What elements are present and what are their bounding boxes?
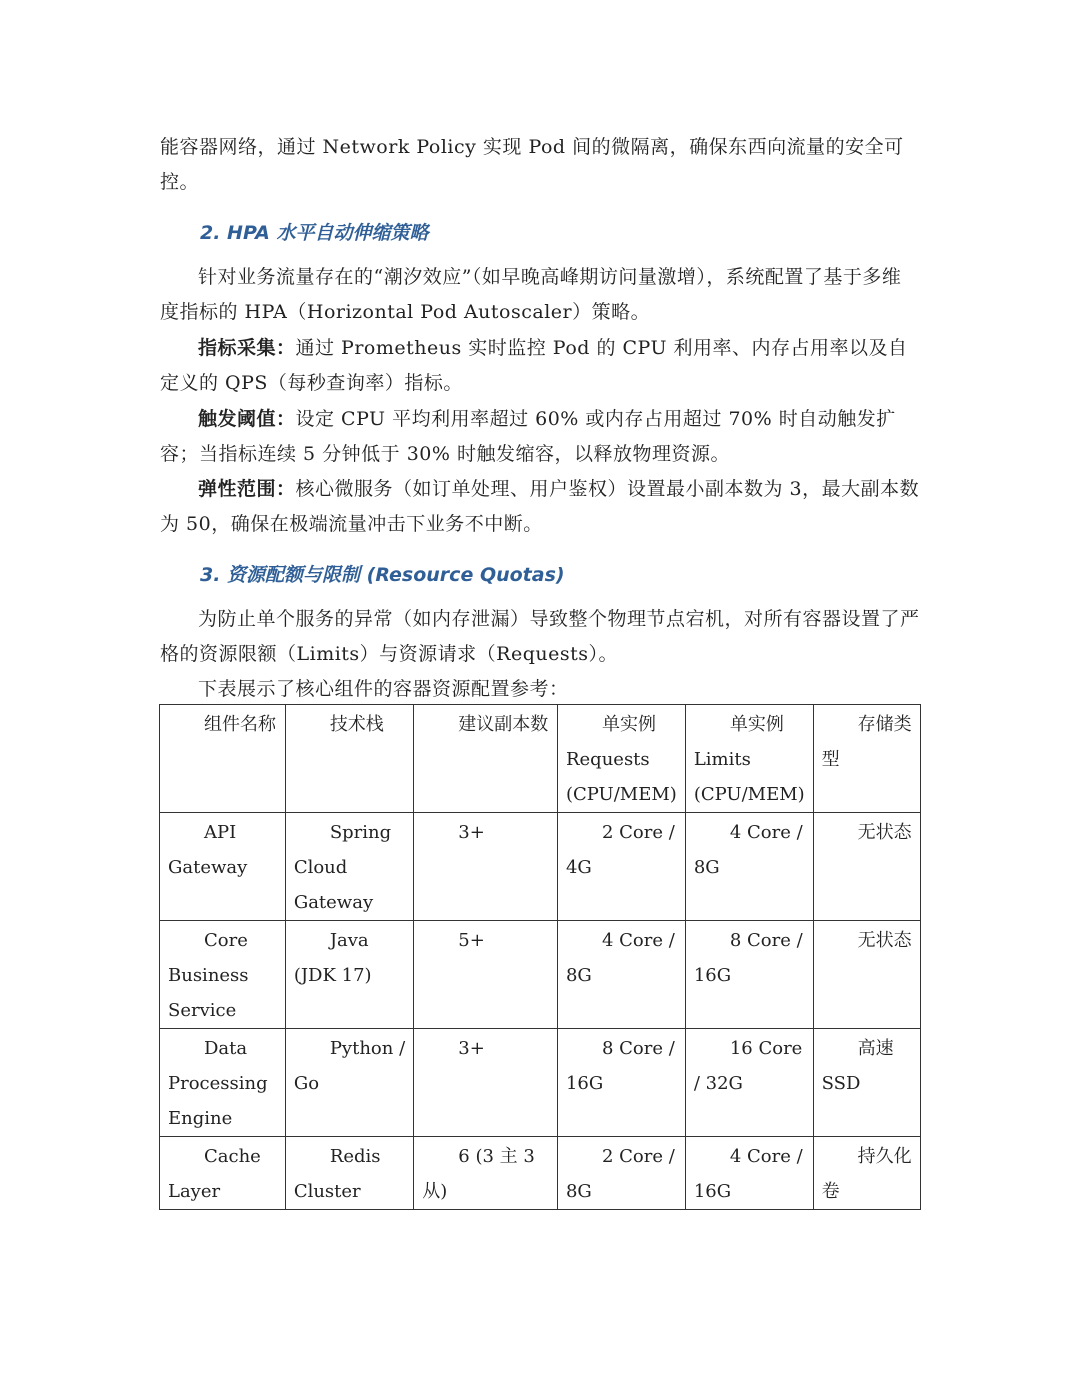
table-cell: Python / Go <box>285 1029 413 1137</box>
section-2-heading: 2. HPA 水平自动伸缩策略 <box>200 222 429 244</box>
table-cell: 持久化卷 <box>813 1137 920 1210</box>
table-row <box>160 813 921 921</box>
table-cell: 3+ <box>414 813 558 921</box>
table-cell: Data Processing Engine <box>160 1029 286 1137</box>
table-cell: 无状态 <box>813 921 920 1029</box>
table-cell: 5+ <box>414 921 558 1029</box>
item-text: 核心微服务（如订单处理、用户鉴权）设置最小副本数为 3，最大副本数为 50，确保在极端流量冲击下业务不中断。 <box>160 478 920 535</box>
table-row <box>160 1029 921 1137</box>
table-cell: 2 Core / 8G <box>557 1137 685 1210</box>
header-cell: 组件名称 <box>160 705 286 813</box>
trigger-threshold-item <box>160 402 920 472</box>
table-cell: 4 Core / 16G <box>685 1137 813 1210</box>
table-cell: Spring Cloud Gateway <box>285 813 413 921</box>
intro-paragraph: 能容器网络，通过 Network Policy 实现 Pod 间的微隔离，确保东西向流量的安全可控。 <box>160 136 904 193</box>
table-cell: 3+ <box>414 1029 558 1137</box>
table-cell: 4 Core / 8G <box>557 921 685 1029</box>
item-label: 指标采集： <box>198 337 296 359</box>
table-cell: 无状态 <box>813 813 920 921</box>
section-2-paragraph: 针对业务流量存在的“潮汐效应”（如早晚高峰期访问量激增），系统配置了基于多维度指标的 HPA（Horizontal Pod Autoscaler）策略。 <box>160 266 902 323</box>
table-cell: 6 (3 主 3 从) <box>414 1137 558 1210</box>
table-cell: Redis Cluster <box>285 1137 413 1210</box>
table-row <box>160 1137 921 1210</box>
resource-config-table <box>159 704 921 1210</box>
table-cell: Java (JDK 17) <box>285 921 413 1029</box>
table-intro: 下表展示了核心组件的容器资源配置参考： <box>198 678 569 700</box>
item-text: 设定 CPU 平均利用率超过 60% 或内存占用超过 70% 时自动触发扩容；当指标连续 5 分钟低于 30% 时触发缩容，以释放物理资源。 <box>160 408 896 465</box>
header-cell: 建议副本数 <box>414 705 558 813</box>
table-cell: 高速 SSD <box>813 1029 920 1137</box>
section-3-heading: 3. 资源配额与限制 (Resource Quotas) <box>200 564 565 586</box>
table-header-row <box>160 705 921 813</box>
table-cell: Core Business Service <box>160 921 286 1029</box>
table-cell: 16 Core / 32G <box>685 1029 813 1137</box>
header-cell: 存储类型 <box>813 705 920 813</box>
section-3-paragraph: 为防止单个服务的异常（如内存泄漏）导致整个物理节点宕机，对所有容器设置了严格的资源限额（Limits）与资源请求（Requests）。 <box>160 608 920 665</box>
elastic-range-item <box>160 472 920 542</box>
item-label: 弹性范围： <box>198 478 296 500</box>
table-cell: 8 Core / 16G <box>685 921 813 1029</box>
table-cell: Cache Layer <box>160 1137 286 1210</box>
table-cell: API Gateway <box>160 813 286 921</box>
table-cell: 2 Core / 4G <box>557 813 685 921</box>
table-cell: 8 Core / 16G <box>557 1029 685 1137</box>
table-cell: 4 Core / 8G <box>685 813 813 921</box>
metric-collection-item <box>160 331 920 401</box>
table-row <box>160 921 921 1029</box>
header-cell: 单实例 Requests (CPU/MEM) <box>557 705 685 813</box>
item-text: 通过 Prometheus 实时监控 Pod 的 CPU 利用率、内存占用率以及自定义的 QPS（每秒查询率）指标。 <box>160 337 908 394</box>
header-cell: 单实例 Limits (CPU/MEM) <box>685 705 813 813</box>
header-cell: 技术栈 <box>285 705 413 813</box>
item-label: 触发阈值： <box>198 408 296 430</box>
